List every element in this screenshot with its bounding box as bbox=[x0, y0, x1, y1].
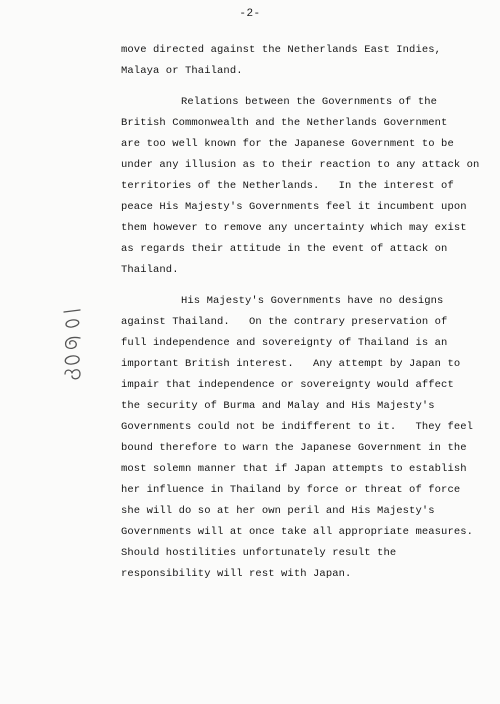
text-line: Governments will at once take all appropriate measures. bbox=[121, 526, 474, 538]
paragraph bbox=[121, 92, 481, 281]
page-number: -2- bbox=[239, 8, 261, 20]
text-line: Should hostilities unfortunately result the bbox=[121, 547, 397, 559]
text-line: responsibility will rest with Japan. bbox=[121, 568, 352, 580]
text-line: British Commonwealth and the Netherlands Government bbox=[121, 117, 448, 129]
text-line: Thailand. bbox=[121, 264, 179, 276]
paragraph bbox=[121, 40, 481, 82]
text-line: are too well known for the Japanese Government to be bbox=[121, 138, 454, 150]
text-line: under any illusion as to their reaction to any attack on bbox=[121, 159, 480, 171]
text-line: move directed against the Netherlands East Indies, bbox=[121, 44, 442, 56]
text-line: she will do so at her own peril and His Majesty's bbox=[121, 505, 435, 517]
text-line: peace His Majesty's Governments feel it incumbent upon bbox=[121, 201, 467, 213]
text-line: them however to remove any uncertainty which may exist bbox=[121, 222, 467, 234]
text-line: most solemn manner that if Japan attempts to establish bbox=[121, 463, 467, 475]
text-line: bound therefore to warn the Japanese Government in the bbox=[121, 442, 467, 454]
text-line: important British interest. Any attempt by Japan to bbox=[121, 358, 461, 370]
handwritten-number-icon bbox=[58, 306, 88, 396]
text-line: the security of Burma and Malay and His Majesty's bbox=[121, 400, 435, 412]
paragraph-gap bbox=[121, 281, 481, 291]
text-line: as regards their attitude in the event of attack on bbox=[121, 243, 448, 255]
document-body bbox=[121, 40, 481, 585]
handwritten-margin-annotation bbox=[58, 306, 88, 396]
text-line: impair that independence or sovereignty would affect bbox=[121, 379, 454, 391]
text-line: Governments could not be indifferent to it. They feel bbox=[121, 421, 474, 433]
text-line: territories of the Netherlands. In the interest of bbox=[121, 180, 454, 192]
text-line: against Thailand. On the contrary preservation of bbox=[121, 316, 448, 328]
text-line: her influence in Thailand by force or threat of force bbox=[121, 484, 461, 496]
paragraph bbox=[121, 291, 481, 585]
text-line: full independence and sovereignty of Thailand is an bbox=[121, 337, 448, 349]
text-line: His Majesty's Governments have no designs bbox=[181, 295, 444, 307]
paragraph-gap bbox=[121, 82, 481, 92]
text-line: Relations between the Governments of the bbox=[181, 96, 438, 108]
text-line: Malaya or Thailand. bbox=[121, 65, 243, 77]
